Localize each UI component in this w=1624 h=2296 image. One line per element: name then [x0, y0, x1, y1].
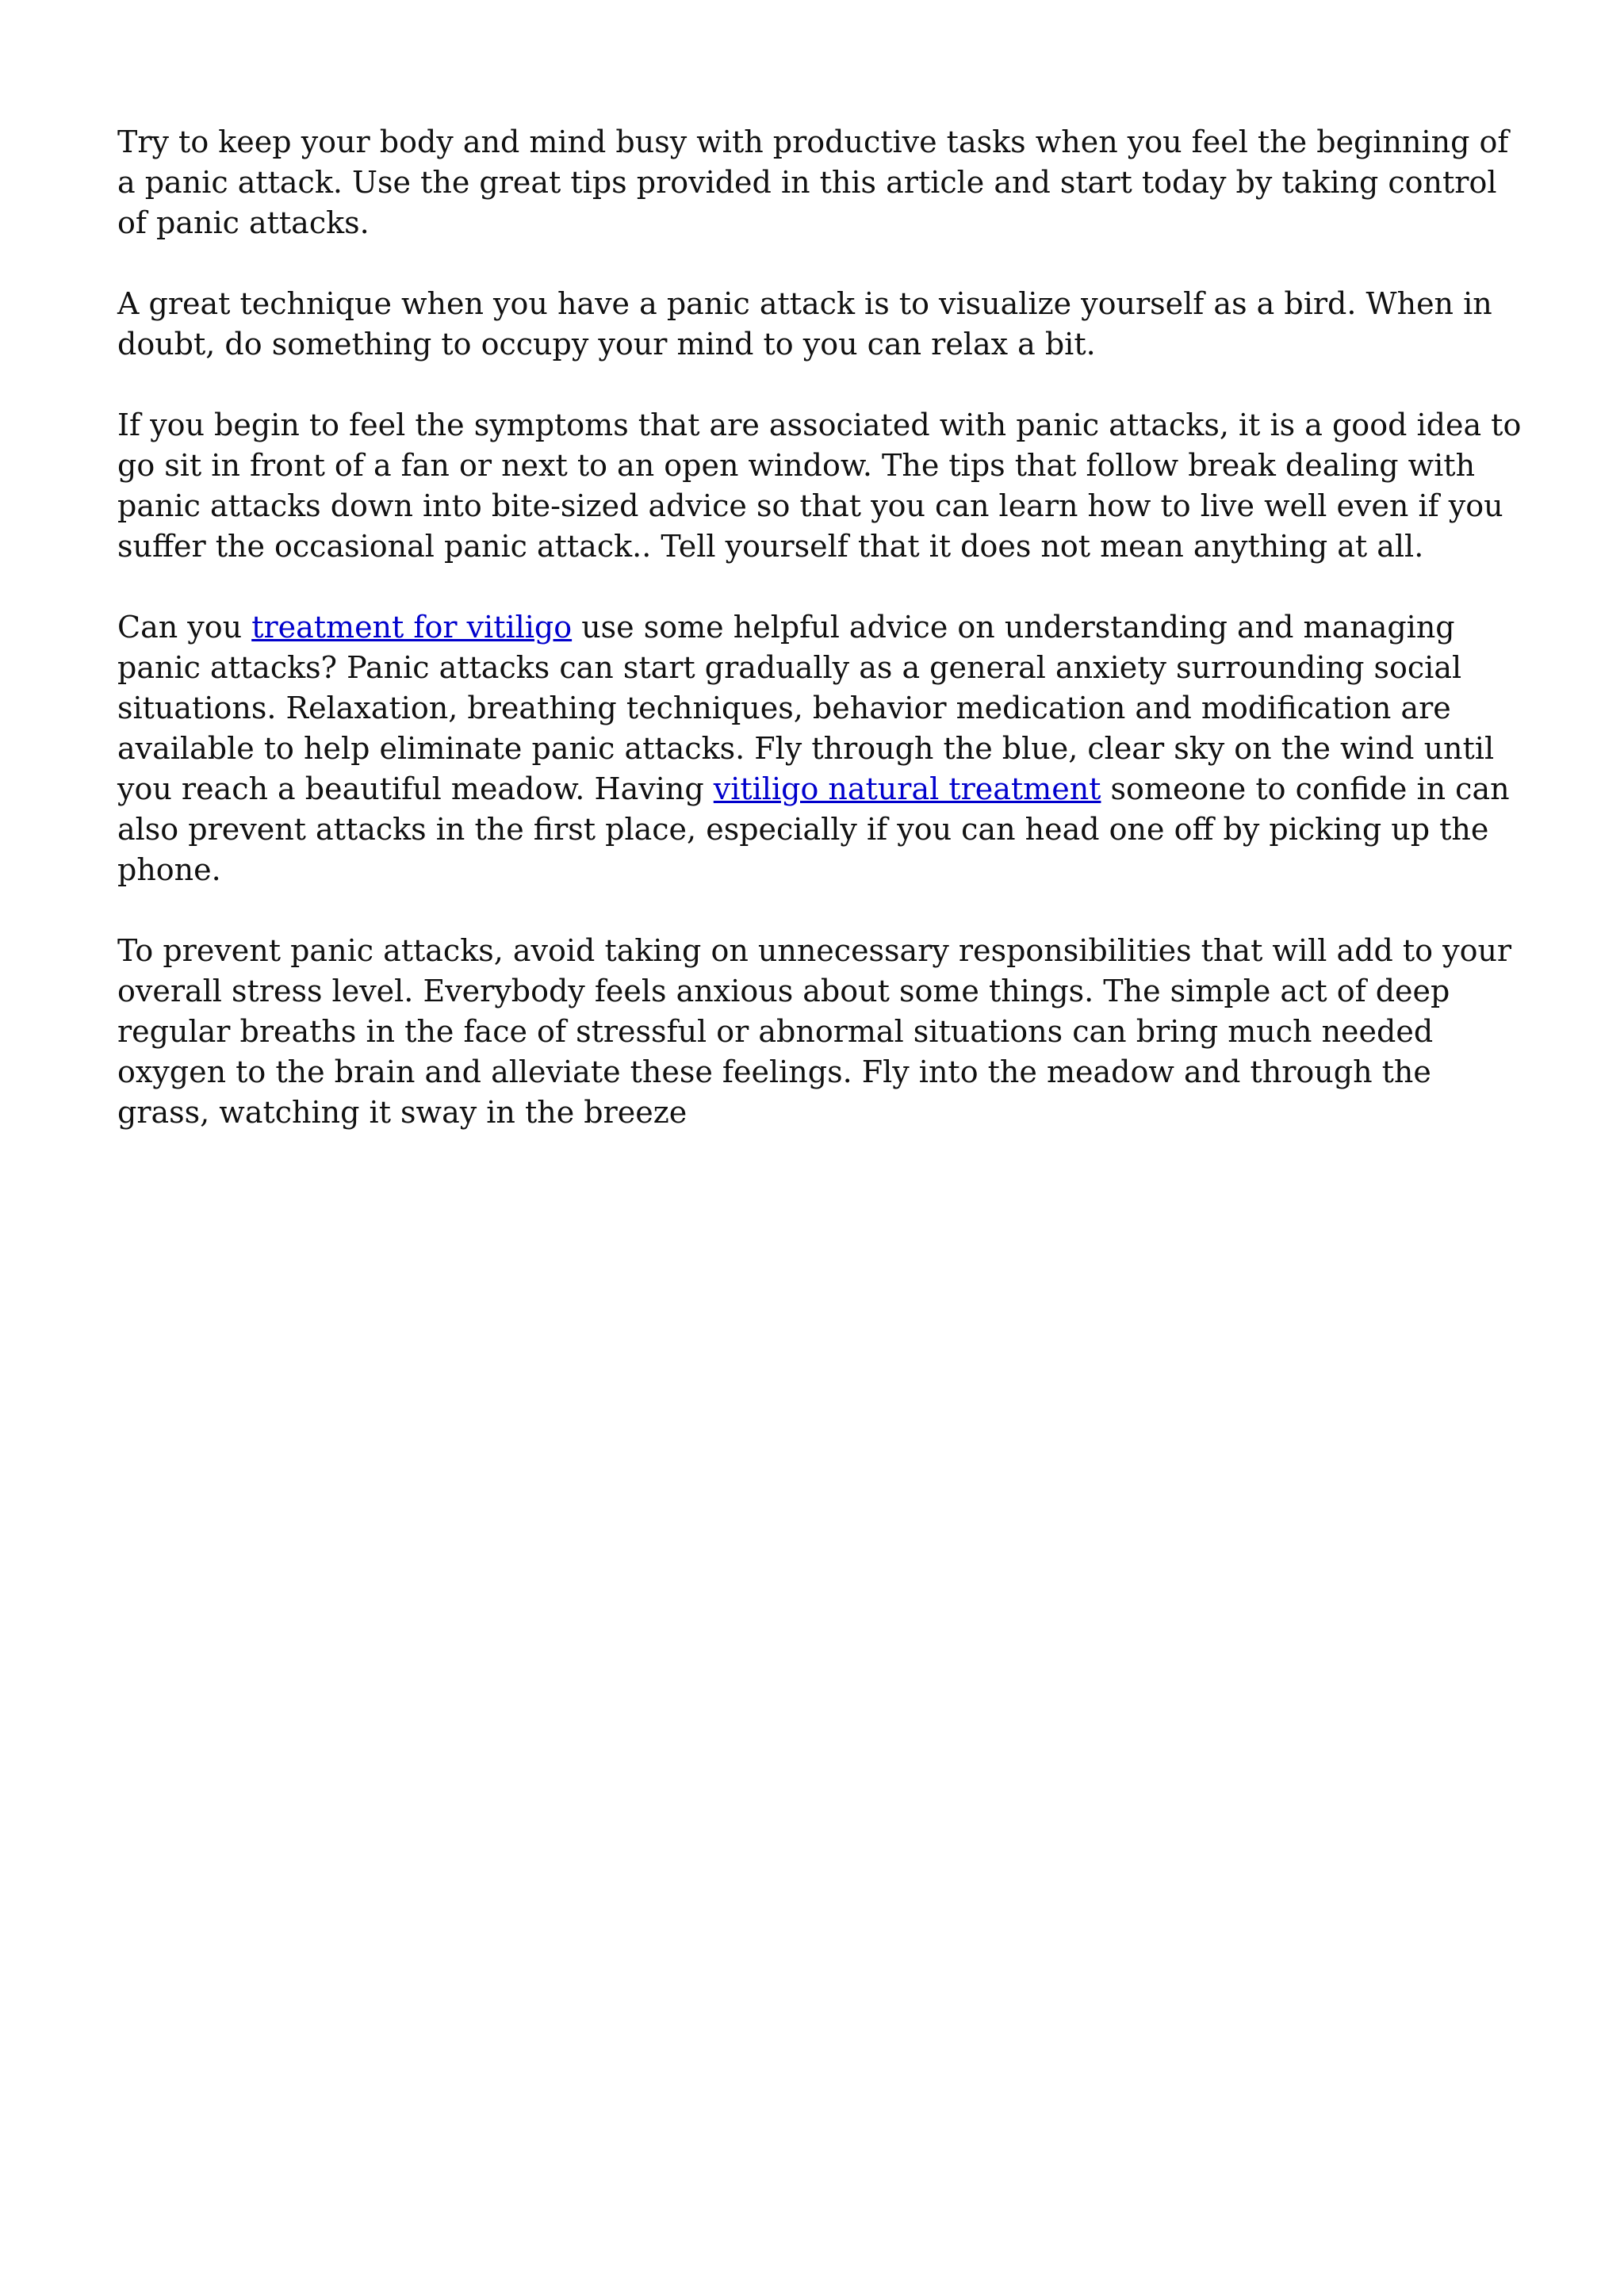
paragraph-4-text-3: someone to confide in can also prevent attacks in the first place, especially if you can head one off by picking up the phone.	[117, 771, 1510, 887]
paragraph-4	[117, 607, 1529, 890]
paragraph-3: If you begin to feel the symptoms that are associated with panic attacks, it is a good idea to go sit in front of a fan or next to an open window. The tips that follow break dealing with panic attacks down into bite-sized advice so that you can learn how to live well even if you suffer the occasional panic attack.. Tell yourself that it does not mean anything at all.	[117, 408, 1522, 564]
paragraph-2: A great technique when you have a panic attack is to visualize yourself as a bird. When in doubt, do something to occupy your mind to you can relax a bit.	[117, 286, 1492, 362]
paragraph-4-text-1: Can you	[117, 610, 252, 645]
document-body	[117, 122, 1529, 1173]
paragraph-5: To prevent panic attacks, avoid taking on unnecessary responsibilities that will add to your overall stress level. Everybody feels anxious about some things. The simple act of deep regular breaths in the face of stressful or abnormal situations can bring much needed oxygen to the brain and alleviate these feelings. Fly into the meadow and through the grass, watching it sway in the breeze	[117, 933, 1512, 1130]
treatment-for-vitiligo-link[interactable]: treatment for vitiligo	[251, 610, 573, 645]
paragraph-4-text-2: use some helpful advice on understanding and managing panic attacks? Panic attacks can start gradually as a general anxiety surrounding social situations. Relaxation, breathing techniques, behavior medication and modification are available to help eliminate panic attacks. Fly through the blue, clear sky on the wind until you reach a beautiful meadow. Having	[117, 610, 1495, 806]
paragraph-1: Try to keep your body and mind busy with productive tasks when you feel the beginning of a panic attack. Use the great tips provided in this article and start today by taking control of panic attacks.	[117, 124, 1509, 240]
vitiligo-natural-treatment-link[interactable]: vitiligo natural treatment	[713, 771, 1101, 806]
